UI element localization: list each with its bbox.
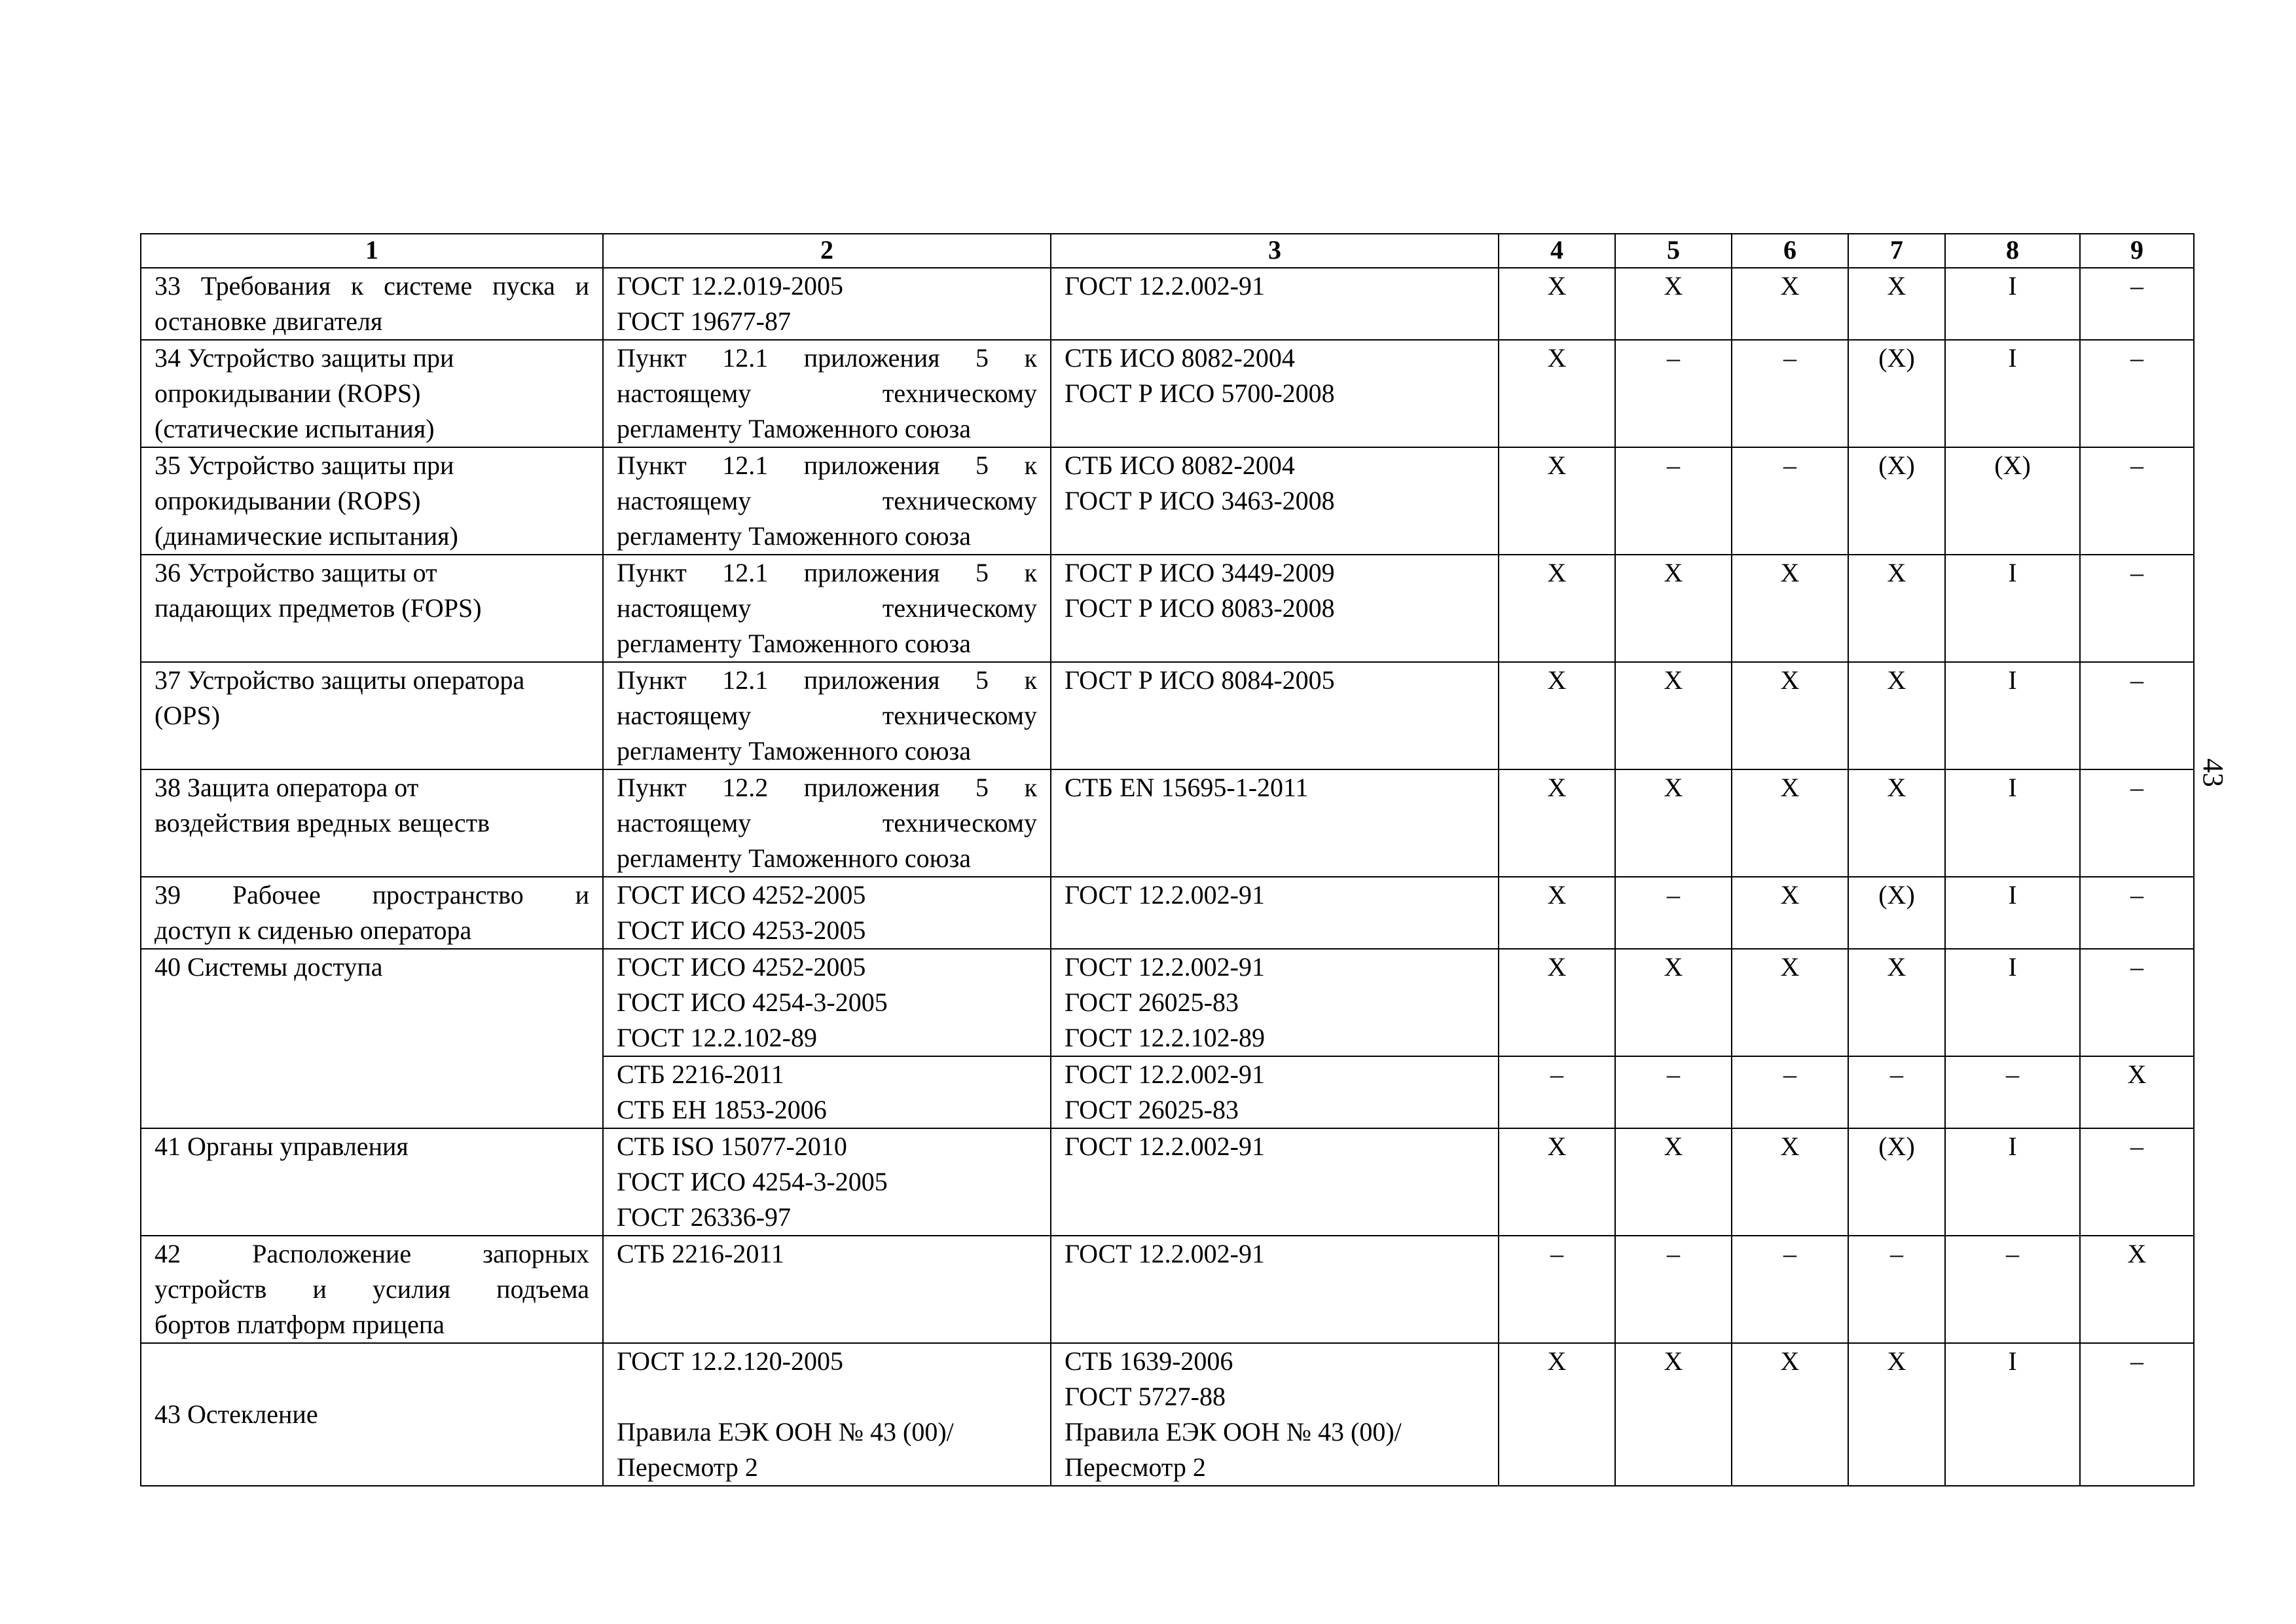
- standard-cell: Пункт 12.1 приложения 5 к настоящему техническому регламенту Таможенного союза: [603, 662, 1051, 769]
- mark-cell: X: [1615, 1343, 1732, 1486]
- standard-cell: СТБ 2216-2011 СТБ ЕН 1853-2006: [603, 1056, 1051, 1128]
- mark-cell: (X): [1848, 877, 1945, 949]
- requirement-cell: 42 Расположение запорных устройств и усилия подъема бортов платформ прицепа: [141, 1236, 603, 1343]
- standard-cell: ГОСТ 12.2.120-2005 Правила ЕЭК ООН № 43 (00)/ Пересмотр 2: [603, 1343, 1051, 1486]
- standard-cell: Пункт 12.2 приложения 5 к настоящему техническому регламенту Таможенного союза: [603, 769, 1051, 877]
- standard-cell: Пункт 12.1 приложения 5 к настоящему техническому регламенту Таможенного союза: [603, 555, 1051, 662]
- table-row: [141, 555, 2194, 662]
- mark-cell: I: [1945, 949, 2080, 1056]
- table-row: [141, 447, 2194, 555]
- mark-cell: X: [1732, 1128, 1848, 1236]
- mark-cell: X: [1848, 1343, 1945, 1486]
- requirement-cell: 33 Требования к системе пуска и остановке двигателя: [141, 268, 603, 340]
- test-standard-cell: ГОСТ Р ИСО 3449-2009 ГОСТ Р ИСО 8083-2008: [1051, 555, 1499, 662]
- mark-cell: –: [2080, 555, 2194, 662]
- header-col-3: 3: [1051, 234, 1499, 268]
- test-standard-cell: ГОСТ 12.2.002-91: [1051, 1236, 1499, 1343]
- requirement-cell: 41 Органы управления: [141, 1128, 603, 1236]
- mark-cell: –: [1848, 1236, 1945, 1343]
- mark-cell: –: [1615, 447, 1732, 555]
- page-number: 43: [2197, 758, 2229, 787]
- mark-cell: X: [1732, 1343, 1848, 1486]
- test-standard-cell: СТБ ИСО 8082-2004 ГОСТ Р ИСО 3463-2008: [1051, 447, 1499, 555]
- header-col-7: 7: [1848, 234, 1945, 268]
- mark-cell: –: [1499, 1056, 1615, 1128]
- mark-cell: –: [1945, 1236, 2080, 1343]
- mark-cell: X: [1499, 340, 1615, 447]
- table-row: [141, 1343, 2194, 1486]
- test-standard-cell: ГОСТ Р ИСО 8084-2005: [1051, 662, 1499, 769]
- header-col-1: 1: [141, 234, 603, 268]
- mark-cell: I: [1945, 877, 2080, 949]
- header-row: [141, 234, 2194, 268]
- mark-cell: X: [1499, 555, 1615, 662]
- mark-cell: –: [1945, 1056, 2080, 1128]
- table-row: [141, 662, 2194, 769]
- test-standard-cell: ГОСТ 12.2.002-91: [1051, 877, 1499, 949]
- mark-cell: –: [2080, 662, 2194, 769]
- mark-cell: X: [1732, 769, 1848, 877]
- requirement-cell: 34 Устройство защиты при опрокидывании (ROPS) (статические испытания): [141, 340, 603, 447]
- table-row: [141, 1128, 2194, 1236]
- test-standard-cell: СТБ EN 15695-1-2011: [1051, 769, 1499, 877]
- mark-cell: X: [1499, 949, 1615, 1056]
- mark-cell: –: [1499, 1236, 1615, 1343]
- mark-cell: I: [1945, 769, 2080, 877]
- mark-cell: X: [1615, 555, 1732, 662]
- mark-cell: X: [1848, 949, 1945, 1056]
- standard-cell: ГОСТ 12.2.019-2005 ГОСТ 19677-87: [603, 268, 1051, 340]
- mark-cell: X: [1848, 555, 1945, 662]
- mark-cell: I: [1945, 1128, 2080, 1236]
- table-row: [141, 877, 2194, 949]
- requirement-cell: 36 Устройство защиты от падающих предметов (FOPS): [141, 555, 603, 662]
- mark-cell: –: [2080, 949, 2194, 1056]
- mark-cell: X: [1615, 662, 1732, 769]
- requirement-cell: 39 Рабочее пространство и доступ к сиденью оператора: [141, 877, 603, 949]
- mark-cell: –: [1615, 1056, 1732, 1128]
- mark-cell: –: [2080, 769, 2194, 877]
- test-standard-cell: СТБ ИСО 8082-2004 ГОСТ Р ИСО 5700-2008: [1051, 340, 1499, 447]
- mark-cell: X: [1848, 769, 1945, 877]
- standard-cell: Пункт 12.1 приложения 5 к настоящему техническому регламенту Таможенного союза: [603, 447, 1051, 555]
- mark-cell: X: [1615, 769, 1732, 877]
- test-standard-cell: СТБ 1639-2006 ГОСТ 5727-88 Правила ЕЭК ООН № 43 (00)/ Пересмотр 2: [1051, 1343, 1499, 1486]
- mark-cell: X: [1732, 268, 1848, 340]
- mark-cell: –: [1732, 447, 1848, 555]
- mark-cell: (X): [1848, 447, 1945, 555]
- mark-cell: X: [1499, 877, 1615, 949]
- mark-cell: X: [1499, 447, 1615, 555]
- requirement-cell: 40 Системы доступа: [141, 949, 603, 1128]
- mark-cell: X: [1732, 555, 1848, 662]
- mark-cell: –: [2080, 340, 2194, 447]
- mark-cell: X: [1499, 1128, 1615, 1236]
- test-standard-cell: ГОСТ 12.2.002-91: [1051, 268, 1499, 340]
- table-row: [141, 268, 2194, 340]
- mark-cell: X: [1848, 662, 1945, 769]
- mark-cell: X: [1615, 1128, 1732, 1236]
- standard-cell: ГОСТ ИСО 4252-2005 ГОСТ ИСО 4254-3-2005 ГОСТ 12.2.102-89: [603, 949, 1051, 1056]
- test-standard-cell: ГОСТ 12.2.002-91 ГОСТ 26025-83: [1051, 1056, 1499, 1128]
- requirement-cell: 43 Остекление: [141, 1343, 603, 1486]
- mark-cell: –: [2080, 447, 2194, 555]
- requirement-cell: 38 Защита оператора от воздействия вредных веществ: [141, 769, 603, 877]
- mark-cell: X: [2080, 1236, 2194, 1343]
- table-row: [141, 1236, 2194, 1343]
- mark-cell: X: [1615, 268, 1732, 340]
- mark-cell: X: [1732, 662, 1848, 769]
- mark-cell: X: [1499, 662, 1615, 769]
- header-col-5: 5: [1615, 234, 1732, 268]
- mark-cell: I: [1945, 268, 2080, 340]
- header-col-4: 4: [1499, 234, 1615, 268]
- header-col-8: 8: [1945, 234, 2080, 268]
- mark-cell: I: [1945, 555, 2080, 662]
- mark-cell: I: [1945, 662, 2080, 769]
- header-col-6: 6: [1732, 234, 1848, 268]
- mark-cell: –: [1615, 1236, 1732, 1343]
- test-standard-cell: ГОСТ 12.2.002-91 ГОСТ 26025-83 ГОСТ 12.2.102-89: [1051, 949, 1499, 1056]
- mark-cell: –: [1848, 1056, 1945, 1128]
- header-col-2: 2: [603, 234, 1051, 268]
- mark-cell: –: [1732, 1056, 1848, 1128]
- mark-cell: (X): [1848, 340, 1945, 447]
- mark-cell: –: [1615, 877, 1732, 949]
- mark-cell: X: [2080, 1056, 2194, 1128]
- requirement-cell: 37 Устройство защиты оператора (OPS): [141, 662, 603, 769]
- mark-cell: –: [1615, 340, 1732, 447]
- mark-cell: X: [1732, 877, 1848, 949]
- requirement-cell: 35 Устройство защиты при опрокидывании (ROPS) (динамические испытания): [141, 447, 603, 555]
- table-row: [141, 949, 2194, 1056]
- standard-cell: СТБ ISO 15077-2010 ГОСТ ИСО 4254-3-2005 ГОСТ 26336-97: [603, 1128, 1051, 1236]
- mark-cell: –: [1732, 340, 1848, 447]
- mark-cell: X: [1615, 949, 1732, 1056]
- standard-cell: СТБ 2216-2011: [603, 1236, 1051, 1343]
- table-row: [141, 769, 2194, 877]
- standard-cell: Пункт 12.1 приложения 5 к настоящему техническому регламенту Таможенного союза: [603, 340, 1051, 447]
- mark-cell: I: [1945, 1343, 2080, 1486]
- mark-cell: X: [1848, 268, 1945, 340]
- mark-cell: X: [1499, 769, 1615, 877]
- mark-cell: I: [1945, 340, 2080, 447]
- table-row: [141, 340, 2194, 447]
- mark-cell: X: [1732, 949, 1848, 1056]
- mark-cell: –: [1732, 1236, 1848, 1343]
- mark-cell: X: [1499, 1343, 1615, 1486]
- mark-cell: –: [2080, 1343, 2194, 1486]
- test-standard-cell: ГОСТ 12.2.002-91: [1051, 1128, 1499, 1236]
- mark-cell: –: [2080, 1128, 2194, 1236]
- mark-cell: –: [2080, 268, 2194, 340]
- mark-cell: X: [1499, 268, 1615, 340]
- mark-cell: –: [2080, 877, 2194, 949]
- mark-cell: (X): [1945, 447, 2080, 555]
- mark-cell: (X): [1848, 1128, 1945, 1236]
- standard-cell: ГОСТ ИСО 4252-2005 ГОСТ ИСО 4253-2005: [603, 877, 1051, 949]
- standards-table: [140, 233, 2195, 1486]
- header-col-9: 9: [2080, 234, 2194, 268]
